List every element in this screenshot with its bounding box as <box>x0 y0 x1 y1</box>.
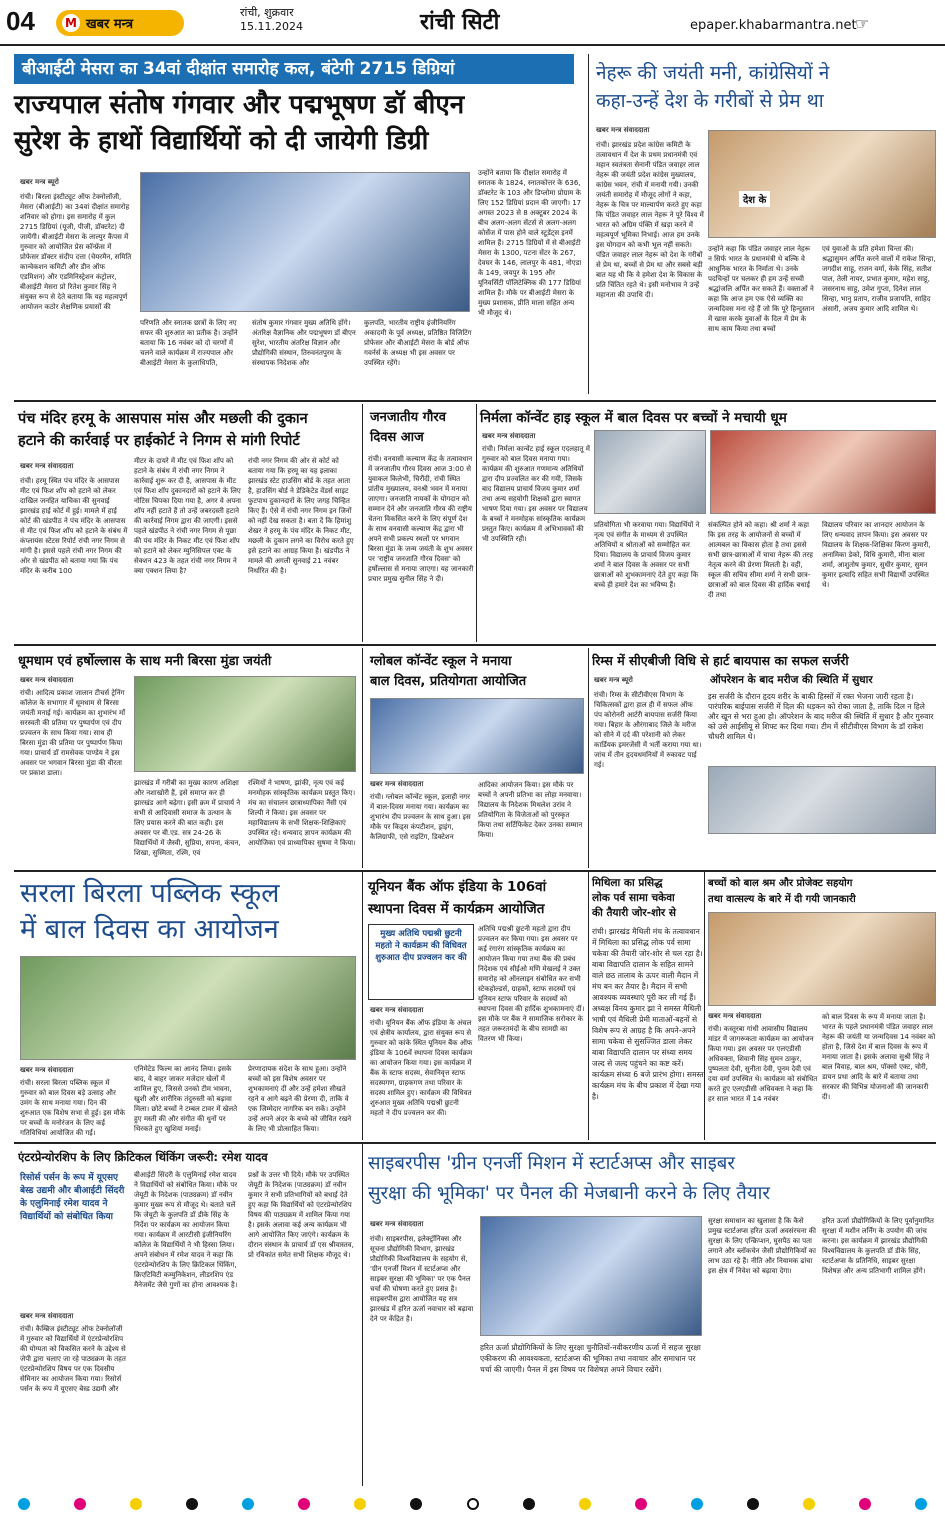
cyan-dot <box>242 1498 254 1510</box>
sarla-headline-1: सरला बिरला पब्लिक स्कूल <box>20 878 280 909</box>
entrepreneur-col-3: प्रश्नों के उत्तर भी दिये। मौके पर उपस्थित जेयूटी के निदेशक (पाठ्यक्रम) डॉ नवीन कुमार ने सभी प्रतिभागियों को बधाई देते हुए कहा कि विद्यार्थियों को एंटरप्रेन्योरशिप विषय की पाठ्यक्रम में शामिल किया गया है। इसके अलावा कई अन्य कार्यक्रम भी आगे आयोजित किए जाएंगे। कार्यक्रम के दौरान संस्थान के प्राचार्य डॉ एस श्रीवास्तव, प्रो रविकांत समेत सभी शिक्षक मौजूद थे। <box>248 1171 354 1259</box>
nehru-kicker: खबर मन्त्र संवाददाता <box>596 126 650 134</box>
global-col-2: आदिका आयोजन किया। इस मौके पर बच्चों ने अपनी प्रतिभा का लोहा मनवाया। विद्यालय के निदेशक मिथलेश उरांव ने प्रतियोगिता के विजेताओं को पुरस्कृत किया तथा सर्टिफिकेट देकर उनका सम्मान किया। <box>478 781 583 839</box>
rims-photo <box>708 766 936 834</box>
cyber-col-2: हरित ऊर्जा प्रौद्योगिकियों के लिए सुरक्षा चुनौतियों-नवीकरणीय ऊर्जा में सहज सुरक्षा एकीकरण की आवश्यकता, स्टार्टअप्स की भूमिका तथा नवाचार और समाधान पर चर्चा की जाएगी। पैनल में इस विषय पर विशेषज्ञ अपने विचार रखेंगे। <box>480 1343 701 1374</box>
magenta-dot <box>298 1498 310 1510</box>
entrepreneur-col-1: रांची। कैम्ब्रिज इंस्टीट्यूट ऑफ टेक्नोलॉजी में गुरुवार को विद्यार्थियों में एंटरप्रेन्योरशिप की योग्यता को विकसित करने के उद्देश्य से जेपी द्वारा चलाए जा रहे पाठ्यक्रम के तहत एंटरप्रेन्योरशिप विषय पर एक दिवसीय सेमिनार का आयोजन किया गया। रिसोर्स पर्सन के रूप में यूएसए बेस्ड उद्यमी और <box>20 1325 126 1393</box>
panch-col-2: मीटर के दायरे में मीट एवं फिश शॉप को हटाने के संबंध में रांची नगर निगम ने कार्रवाई शुरू कर दी है, आसपास के मीट एवं फिश शॉप दुकानदारों को हटाने के लिए नोटिस चिपका दिया गया है, अगर वे अपना शॉप नहीं हटाते हैं तो उन्हें जबरदस्ती हटाने की कार्रवाई निगम द्वारा की जाएगी। इससे पहले खंडपीठ ने रांची नगर निगम से पूछा की पंच मंदिर के निकट मीट एवं फिश शॉप को हटाने को लेकर म्युनिसिपल एक्ट के सेक्शन 423 के तहत रांची नगर निगम ने क्या एक्शन लिया है? <box>134 457 241 575</box>
magenta-dot <box>859 1498 871 1510</box>
rims-subhead: ऑपरेशन के बाद मरीज की स्थिति में सुधार <box>710 674 873 686</box>
nehru-photo <box>708 130 936 238</box>
rims-headline: रिम्स में सीएबीजी विधि से हार्ट बायपास का सफल सर्जरी <box>592 653 849 668</box>
city-day: रांची, शुक्रवार <box>240 6 294 19</box>
entrepreneur-headline: एंटरप्रेन्योरशिप के लिए क्रिटिकल थिंकिंग जरूरी: रमेश यादव <box>18 1150 268 1164</box>
nirmala-col-4: विद्यालय परिवार का शानदार आयोजन के लिए धन्यवाद ज्ञापन किया। इस अवसर पर विद्यालय के शिक्षक-शिक्षिका किरण कुमारी, अनामिका डेको, विधि कुमारी, मीना बाला शर्मा, आशुतोष कुमार, सुधीर कुमार, सुमन कुमार इत्यादि सहित सभी विद्यार्थी उपस्थित थे। <box>822 521 931 589</box>
logo <box>56 10 184 36</box>
mithila-text: रांची। झारखंड मैथिली मंच के तत्वावधान में मिथिला का प्रसिद्ध लोक पर्व सामा चकेवा की तैयारी जोर-शोर से चल रहा है। बाबा विद्यापति दालान के सहित सामने वाले छठ तालाब के ऊपर वाली मैदान में मंच बन कर तैयार है। मैदान में सभी आवश्यक व्यवस्थाएं पूरी कर ली गई हैं। अध्यक्ष विनय कुमार झा ने समस्त मैथिली भाषी एवं मैथिली प्रेमी माताओं-बहनों से विशेष रूप से आग्रह है कि अपने-अपने सामा चकेवा से सुसज्जित डाला लेकर बाबा विद्यापति दालान पर संध्या समय जल्द से जल्द पहुंचने का कष्ट करें। कार्यक्रम संध्या 6 बजे प्रारंभ होगा। समस्त कार्यक्रम मंच के बीच प्रकाश में देखा गया है। <box>592 927 704 1101</box>
union-col-2: अतिथि पद्मश्री छुटनी महतो द्वारा दीप प्रज्वलन कर किया गया। इस अवसर पर कई रंगारंग सांस्कृतिक कार्यक्रम का आयोजन किया गया तथा बैंक की प्रबंध निदेशक एवं सीईओ मणि मेखलई ने उक्त समारोह को ऑनलाइन संबोधित कर सभी स्टेकहोल्डर्स, ग्राहकों, स्टाफ सदस्यों एवं यूनियन स्टाफ परिवार के सदस्यों को स्थापना दिवस की हार्दिक शुभकामनाएं दीं। इस मौके पर बैंक ने सामाजिक सरोकार के तहत जरूरतमंदों के बीच सामग्री का वितरण भी किया। <box>478 925 585 1043</box>
divider <box>476 404 477 642</box>
global-kicker: खबर मन्त्र संवाददाता <box>370 780 424 788</box>
cyber-photo <box>480 1216 702 1336</box>
cyber-headline-1: साइबरपीस 'ग्रीन एनर्जी मिशन में स्टार्टअप्स और साइबर <box>368 1153 735 1174</box>
panch-col-3: रांची नगर निगम की ओर से कोर्ट को बताया गया कि हरमू का यह इलाका झारखंड स्टेट हाउसिंग बोर्ड के तहत आता है, हाउसिंग बोर्ड ने डेडिकेटेड वेंडर्स साइट फुटपाथ दुकानदारों के लिए जगह चिन्हित किए हैं। ऐसे में रांची नगर निगम इन जिनों को नहीं देख सकता है। बता दें कि हिमांशु शेखर ने हरमू के पंच मंदिर के निकट मीट, मछली के दुकान लगने का विरोध करते हुए इसे हटाने का आग्रह किया है। खंडपीठ ने मामले की अगली सुनवाई 21 नवंबर निर्धारित की है। <box>248 457 354 575</box>
sarla-col-3: प्रेरणादायक संदेश के साथ हुआ। उन्होंने बच्चों को इस विशेष अवसर पर शुभकामनाएं दीं और उन्हें हमेशा सीखते रहने व आगे बढ़ने की प्रेरणा दी, ताकि वे एक जिम्मेदार नागरिक बन सकें। उन्होंने उन्हें अपने अंदर के बच्चे को जीवित रखने के लिए भी प्रोत्साहित किया। <box>248 1065 352 1133</box>
magenta-dot <box>635 1498 647 1510</box>
child-col-1: रांची। कस्तूरबा गांधी आवासीय विद्यालय मांडर में जागरूकता कार्यक्रम का आयोजन किया गया। इस अवसर पर एलएडीसी अधिवक्ता, शिवानी सिंह सुमन ठाकुर, पुष्पलता देवी, सुनीता देवी, पूनम देवी एवं दया वर्मा उपस्थित थे। कार्यक्रम को संबोधित करते हुए एलएडीसी अधिवक्ता ने कहा कि हर साल भारत में 14 नवंबर <box>708 1025 818 1103</box>
child-headline-2: तथा वात्सल्य के बारे में दी गयी जानकारी <box>708 894 856 905</box>
cyan-dot <box>691 1498 703 1510</box>
union-callout: मुख्य अतिथि पद्मश्री छुटनी महतो ने कार्यक्रम की विधिवत शुरुआत दीप प्रज्वलन कर की <box>368 924 474 1000</box>
lead-kicker: खबर मन्त्र ब्यूरो <box>20 178 59 186</box>
panch-headline-2: हटाने की कार्रवाई पर हाईकोर्ट ने निगम से मांगी रिपोर्ट <box>18 433 300 449</box>
global-col-1: रांची। ग्लोबल कॉन्वेंट स्कूल, इलाही नगर में बाल-दिवस मनाया गया। कार्यक्रम का शुभारंभ दीप प्रज्वलन के साथ हुआ। इस मौके पर किड्स कंपटीशन, ड्राइंग, कैलिग्राफी, एसे राइटिंग, डिक्टेशन <box>370 793 471 841</box>
divider <box>14 644 936 646</box>
divider <box>704 872 705 1140</box>
lead-col-4: कुलपति, भारतीय राष्ट्रीय इंजीनियरिंग अकादमी के पूर्व अध्यक्ष, प्रतिष्ठित विजिटिंग प्रोफेसर और बीआईटी मेसरा के बोर्ड ऑफ गवर्नर्स के अध्यक्ष भी इस अवसर पर उपस्थित रहेंगे। <box>364 319 472 367</box>
print-registration-marks <box>0 1490 945 1517</box>
sarla-photo <box>20 956 356 1060</box>
lead-headline-1: राज्यपाल संतोष गंगवार और पद्मभूषण डॉ बीएन <box>14 90 465 120</box>
lead-band: बीआईटी मेसरा का 34वां दीक्षांत समारोह कल, बंटेगी 2715 डिग्रियां <box>14 54 574 84</box>
nirmala-kicker: खबर मन्त्र संवाददाता <box>482 432 536 440</box>
yellow-dot <box>579 1498 591 1510</box>
magenta-dot <box>74 1498 86 1510</box>
nehru-col-1: रांची। झारखंड प्रदेश कांग्रेस कमिटी के तत्वावधान में देश के प्रथम प्रधानमंत्री एवं महान स्वतंत्रता सेनानी पंडित जवाहर लाल नेहरू की जयंती प्रदेश कांग्रेस मुख्यालय, कांग्रेस भवन, रांची में मनायी गयी। उनकी जयंती समारोह में मौजूद लोगों ने कहा, नेहरू के चित्र पर माल्यार्पण करते हुए कहा कि पंडित जवाहर लाल नेहरू ने पूरे विश्व में भारत को अग्रिम पंक्ति में खड़ा करने में महत्वपूर्ण भूमिका निभाई। आज हम उनके इस योगदान को कभी भूल नहीं सकते। पंडित जवाहर लाल नेहरू को देश के गरीबों से प्रेम था, बच्चों से प्रेम था और सबसे बड़ी बात यह थी कि वे हमेशा देश के विकास के प्रति चिंतित रहते थे। इसी मनोभाव ने उन्हें महानता की उपाधि दी। <box>596 141 704 299</box>
nehru-headline-1: नेहरू की जयंती मनी, कांग्रेसियों ने <box>596 62 830 84</box>
black-dot <box>186 1498 198 1510</box>
lead-col-2: परिणति और स्नातक छात्रों के लिए नए सफर की शुरुआत का प्रतीक है। उन्होंने बताया कि 16 नवंबर को दो चरणों में चलने वाले कार्यक्रम में राज्यपाल और बीआईटी मेसरा के कुलाधिपति, <box>140 319 238 367</box>
nirmala-col-3: संकल्पित होने को कहा। श्री शर्मा ने कहा कि इस तरह के आयोजनों से बच्चों में आत्मबल का विकास होता है तथा इससे सभी छात्र-छात्राओं में चाचा नेहरू की तरह नेतृत्व करने की प्रेरणा मिलती है। वहीं, स्कूल की सचिव सीमा शर्मा ने सभी छात्र-छात्राओं को बाल दिवस की हार्दिक बधाई दी तथा <box>708 521 813 599</box>
lead-headline-2: सुरेश के हाथों विद्यार्थियों को दी जायेगी डिग्री <box>14 126 429 156</box>
logo-mark: M <box>62 14 80 32</box>
rims-col-2: इस सर्जरी के दौरान हृदय शरीर के बाकी हिस्सों में रक्त भेजना जारी रहता है। पारंपरिक बाईपास सर्जरी में दिल की धड़कन को रोका जाता है, ताकि दिल न हिले और खून से भरा हुआ हो। ऑपरेशन के बाद मरीज की स्थिति में सुधार है और गुरुवार को उसे आईसीयू से शिफ्ट कर दिया गया। टीम में सीटीवीएस विभाग के डॉ राकेश चौधरी शामिल थे। <box>708 692 934 741</box>
cyber-headline-2: सुरक्षा की भूमिका' पर पैनल की मेजबानी करने के लिए तैयार <box>368 1183 770 1204</box>
rims-kicker: खबर मन्त्र ब्यूरो <box>594 676 633 684</box>
cyber-kicker: खबर मन्त्र संवाददाता <box>370 1220 424 1228</box>
child-photo <box>708 912 936 1006</box>
divider <box>588 54 589 394</box>
panch-col-1: रांची। हरमू स्थित पंच मंदिर के आसपास मीट एवं फिश शॉप को हटाने को लेकर दाखिल जनहित याचिका की सुनवाई झारखंड हाई कोर्ट में हुई। मामले में हाई कोर्ट की खंडपीठ ने पंच मंदिर के आसपास से मीट एवं फिश शॉप को हटाने के संबंध में कंप्लायंस स्टेटस रिपोर्ट रांची नगर निगम से मांगी है। इससे पहले रांची नगर निगम की ओर से खंडपीठ को बताया गया कि पंच मंदिर के करीब 100 <box>20 477 128 575</box>
divider <box>14 870 936 872</box>
photo-banner-text: देश के <box>739 191 770 207</box>
birsa-headline: धूमधाम एवं हर्षोल्लास के साथ मनी बिरसा मुंडा जयंती <box>18 654 272 669</box>
rims-col-1: रांची। रिम्स के सीटीवीएस विभाग के चिकित्सकों द्वारा हाल ही में सफल ऑफ पंप कोरोनरी आर्टरी बायपास सर्जरी किया गया। बिहार के औरंगाबाद जिले के मरीज को सीने में दर्द की परेशानी को लेकर कार्डियक इमरजेंसी में भर्ती कराया गया था। जांच में तीन हृदयधमनियों में रुकावट पाई गई। <box>594 691 702 769</box>
divider <box>362 404 363 642</box>
date: 15.11.2024 <box>240 20 303 33</box>
black-dot <box>410 1498 422 1510</box>
global-headline-2: बाल दिवस, प्रतियोगता आयोजित <box>370 674 527 689</box>
nirmala-headline: निर्मला कॉन्वेंट हाइ स्कूल में बाल दिवस पर बच्चों ने मचायी धूम <box>480 410 787 426</box>
panch-kicker: खबर मन्त्र संवाददाता <box>20 462 74 470</box>
nirmala-col-1: रांची। निर्मला कान्वेंट हाई स्कूल एदलहातू में गुरुवार को बाल दिवस मनाया गया। कार्यक्रम की शुरुआत गणमान्य अतिथियों द्वारा दीप प्रज्वलित कर की गयी, जिसके बाद विद्यालय प्राचार्य विजय कुमार शर्मा तथा अन्य सहयोगी शिक्षकों द्वारा स्वागत भाषण दिया गया। इस अवसर पर विद्यालय के बच्चों ने मनमोहक सांस्कृतिक कार्यक्रम प्रस्तुत किए। कार्यक्रम में अभिभावकों की भी उपस्थिति रही। <box>482 445 590 543</box>
birsa-col-2: झारखंड में गरीबी का मुख्य कारण अशिक्षा और नशाखोरी हैं, इसे समाप्त कर ही झारखंड आगे बढ़ेगा। इसी क्रम में प्राचार्य ने सभी से आदिवासी समाज के उत्थान के लिए प्रयास करने की बात कही। इस अवसर पर बी.एड. सत्र 24-26 के विद्यार्थियों में जैस्वी, सुप्रिया, सपना, कंचन, शिखा, सुस्मिता, रश्मि, एवं <box>134 779 241 857</box>
divider <box>362 872 363 1140</box>
logo-text: खबर मन्त्र <box>86 17 134 32</box>
dateline <box>240 6 303 34</box>
divider <box>362 648 363 868</box>
yellow-dot <box>803 1498 815 1510</box>
epaper-url[interactable]: epaper.khabarmantra.net <box>690 18 857 33</box>
yellow-dot <box>130 1498 142 1510</box>
birsa-kicker: खबर मन्त्र संवाददाता <box>20 676 74 684</box>
child-headline-1: बच्चों को बाल श्रम और प्रोजेक्ट सहयोग <box>708 878 853 889</box>
mithila-headline-3: की तैयारी जोर-शोर से <box>592 907 676 919</box>
global-headline-1: ग्लोबल कॉन्वेंट स्कूल ने मनाया <box>370 654 512 669</box>
lead-photo <box>140 172 470 312</box>
mithila-headline-1: मिथिला का प्रसिद्ध <box>592 877 663 889</box>
divider <box>14 1142 936 1144</box>
child-col-2: को बाल दिवस के रूप में मनाया जाता है। भारत के पहले प्रधानमंत्री पंडित जवाहर लाल नेहरू की जयंती या जन्मदिवस 14 नवंबर को होता है, जिसे देश में बाल दिवस के रूप में मनाया जाता है। इसके अलावा सुश्री सिंह ने बाल विवाह, बाल श्रम, पॉक्सो एक्ट, चोरी, डायन प्रथा आदि के बारे में बताया तथा सरकार की विभिन्न योजनाओं की जानकारी दी। <box>822 1013 936 1101</box>
cyan-dot <box>18 1498 30 1510</box>
nehru-col-3: एवं युवाओं के प्रति हमेशा चिन्ता की। श्रद्धासुमन अर्पित करने वालों में राकेश सिन्हा, जगदीश साहू, राजन वर्मा, केके सिंह, सतीश पाल, तेली नायर, प्रभात कुमार, महेश साहू, जसरनाथ साहू, उमेश गुप्ता, दिनेश लाल सिन्हा, भानु प्रताप, राजीव प्रजापति, साहिद अंसारी, अजय कुमार आदि शामिल थे। <box>822 245 936 313</box>
nehru-col-2: उन्होंने कहा कि पंडित जवाहर लाल नेहरू न सिर्फ भारत के प्रधानमंत्री थे बल्कि वे आधुनिक भारत के निर्माता थे। उनके पदचिन्हों पर चलकर ही हम उन्हें सच्ची श्रद्धांजलि अर्पित कर सकते हैं। वक्ताओं ने कहा कि आज हम एक ऐसे व्यक्ति का जन्मदिवस मना रहे हैं जो कि पूरे हिन्दुस्तान में खास करके युवाओं के दिल में प्रेम के साथ काम किया तथा बच्चों <box>708 245 815 333</box>
entrepreneur-col-2: बीआईटी सिंदरी के एलुमिनाई रमेश यादव ने विद्यार्थियों को संबोधित किया। मौके पर जेयूटी के निदेशक (पाठ्यक्रम) डॉ नवीन कुमार मुख्य रूप से मौजूद थे। बताते चलें कि जेयूटी के कुलपति डॉ डीके सिंह के निर्देश पर कार्यक्रम का आयोजन किया गया। कार्यक्रम में आरटीसी इंजीनियरिंग कॉलेज के विद्यार्थियों ने भी हिस्सा लिया। अपने संबोधन में रमेश यादव ने कहा कि एंटरप्रेन्योरशिप के लिए क्रिटिकल थिंकिंग, क्रिएटिविटी कम्युनिकेशन, लीडरशिप एंड मैनेजमेंट जैसे गुणों का होना आवश्यक है। <box>134 1171 238 1289</box>
mithila-headline-2: लोक पर्व सामा चकेवा <box>592 892 675 904</box>
birsa-col-1: रांची। आदित्य प्रकाश जालान टीचर्स ट्रेनिंग कॉलेज के सभागार में धूमधाम से बिरसा जयंती मनाई गई। कार्यक्रम का शुभारंभ माँ सरस्वती की प्रतिमा पर पुष्पार्पण एवं दीप प्रज्वलन के साथ किया गया। साथ ही बिरसा मुंडा की प्रतिमा पर पुष्पार्पण किया गया। प्राचार्य डॉ रामसेवक पाण्डेय ने इस अवसर पर भगवान बिरसा मुंडा की वीरता पर प्रकाश डाला। <box>20 689 126 777</box>
global-photo <box>370 698 584 774</box>
pointer-icon: ☞ <box>855 14 870 33</box>
crosshair-mark <box>467 1498 479 1510</box>
nehru-headline-2: कहा-उन्हें देश के गरीबों से प्रेम था <box>596 90 824 112</box>
panch-headline-1: पंच मंदिर हरमू के आसपास मांस और मछली की दुकान <box>18 411 308 427</box>
divider <box>588 872 589 1140</box>
divider <box>588 648 589 868</box>
black-dot <box>747 1498 759 1510</box>
divider <box>362 1144 363 1486</box>
union-headline-1: यूनियन बैंक ऑफ इंडिया के 106वां <box>368 879 547 895</box>
cyber-col-4: हरित ऊर्जा प्रौद्योगिकियों के लिए पूर्वानुमानित सुरक्षा में मशीन लर्निंग के उपयोग की जांच करना। इस कार्यक्रम में झारखंड प्रौद्योगिकी विश्वविद्यालय के कुलपति डॉ डीके सिंह, स्टार्टअप्स के प्रतिनिधि, साइबर सुरक्षा विशेषज्ञ और अन्य प्रतिभागी शामिल होंगे। <box>822 1217 934 1275</box>
union-col-1: रांची। यूनियन बैंक ऑफ इंडिया के अंचल एवं क्षेत्रीय कार्यालय, द्वारा संयुक्त रूप से गुरुवार को कांके स्थित यूनियन बैंक ऑफ इंडिया के 106वें स्थापना दिवस कार्यक्रम का आयोजन किया गया। इस कार्यक्रम में बैंक के स्टाफ सदस्य, सेवानिवृत्त स्टाफ सदस्यगण, ग्राहकगण तथा परिवार के सदस्य शामिल हुए। कार्यक्रम की विधिवत शुरुआत मुख्य अतिथि पद्मश्री छुटनी महतो ने दीप प्रज्वलन कर की। <box>370 1019 473 1117</box>
birsa-photo <box>134 676 356 772</box>
nirmala-photo-1 <box>594 430 706 514</box>
birsa-col-3: रश्मियों ने भाषण, झांकी, नृत्य एवं कई मनमोहक सांस्कृतिक कार्यक्रम प्रस्तुत किए। मंच का संचालन छात्राध्यापिका नैंसी एवं शिल्पी ने किया। इस अवसर पर महाविद्यालय के सभी शिक्षक-शिक्षिकाएं उपस्थित रहे। धन्यवाद ज्ञापन कार्यक्रम की आयोजिका एवं प्राध्यापिका सुषमा ने किया। <box>248 779 356 847</box>
entrepreneur-callout: रिसोर्स पर्सन के रूप में यूएसए बेस्ड उद्यमी और बीआईटी सिंदरी के एलुमिनाई रमेश यादव ने विद्यार्थियों को संबोधित किया <box>20 1173 125 1222</box>
cyan-dot <box>915 1498 927 1510</box>
union-kicker: खबर मन्त्र संवाददाता <box>370 1006 424 1014</box>
janjatiya-text: रांची। वनवासी कल्याण केंद्र के तत्वावधान में जनजातीय गौरव दिवस आज 3:00 से युवाकल किलेभी, चिरौंदी, रांची स्थित प्रांतीय मुख्यालय, वनश्री भवन में मनाया जाएगा। जनजाति नायकों के योगदान को सम्मान देने और जनजाति गौरव की राष्ट्रीय चेतना विकसित करने के लिए संपूर्ण देश के साथ वनवासी कल्याण केंद्र द्वारा भी अपने सभी प्रकल्प स्थलों पर भगवान बिरसा मुंडा के जन्म जयंती के शुभ अवसर पर 'राष्ट्रीय जनजाति गौरव दिवस' को हर्षोल्लास से मनाया जाएगा। यह जानकारी प्रचार प्रमुख सुनील सिंह ने दी। <box>368 455 474 583</box>
cyber-col-1: रांची। साइबरपीस, इलेक्ट्रॉनिक्स और सूचना प्रौद्योगिकी विभाग, झारखंड प्रौद्योगिकी विश्वविद्यालय के सहयोग से, 'ग्रीन एनर्जी मिशन में स्टार्टअप्स और साइबर सुरक्षा की भूमिका' पर एक पैनल चर्चा की घोषणा करते हुए प्रसन्न है। साइबरपीस द्वारा आयोजित यह सत्र झारखंड में हरित ऊर्जा नवाचार को बढ़ावा देने पर केंद्रित है। <box>370 1235 474 1323</box>
janjatiya-headline-2: दिवस आज <box>370 430 424 445</box>
lead-col-1: रांची। बिरला इंस्टीट्यूट ऑफ टेक्नोलॉजी, मेसरा (बीआईटी) का 34वां दीक्षांत समारोह शनिवार को होगा। इस समारोह में कुल 2715 डिग्रियां (यूजी, पीजी, डॉक्टरेट) दी जायेंगी। बीआईटी मेसरा के लाल्पुर कैंपस में गुरुवार को आयोजित प्रेस कॉन्फ्रेंस में प्रोफेसर डॉक्टर संदीप दत्ता (चेयरमैन, समिति कान्वेकशन कमिटी और डीन ऑफ एडमिशन) और एडमिनिस्ट्रेशन कंट्रोलर, बीआईटी मेसरा प्रो रितेश कुमार सिंह ने संयुक्त रूप से देते बताया कि यह महत्वपूर्ण आयोजन कठोर शैक्षणिक प्रयासों की <box>20 193 132 311</box>
divider <box>14 400 936 402</box>
janjatiya-headline-1: जनजातीय गौरव <box>370 410 446 425</box>
black-dot <box>523 1498 535 1510</box>
yellow-dot <box>354 1498 366 1510</box>
sarla-col-2: एनिमेटेड फिल्म का आनंद लिया। इसके बाद, वे बाहर जाकर मजेदार खेलों में शामिल हुए, जिससे उनको टीम भावना, खुशी और शारीरिक तंदुरुस्ती को बढ़ावा मिला। छोटे बच्चों ने टम्बल टावर में खेलते हुए मस्ती की और संगीत की धुनों पर थिरकते हुए खुशियां मनाईं। <box>134 1065 238 1133</box>
union-headline-2: स्थापना दिवस में कार्यक्रम आयोजित <box>368 901 545 917</box>
page-number: 04 <box>6 6 35 36</box>
nirmala-photo-2 <box>710 430 936 514</box>
cyber-col-3: सुरक्षा समाधान का खुलासा है कि कैसे प्रमुख स्टार्टअप्स हरित ऊर्जा अवसंरचना की सुरक्षा के लिए एन्क्रिप्शन, घुसपैठ का पता लगाने और ब्लॉकचेन जैसी प्रौद्योगिकियों का लाभ उठा रहे हैं। नीति और नियामक ढांचा इस क्षेत्र में निवेश को बढ़ावा देगा। <box>708 1217 816 1275</box>
sarla-headline-2: में बाल दिवस का आयोजन <box>20 914 279 945</box>
entrepreneur-kicker: खबर मन्त्र संवाददाता <box>20 1312 74 1320</box>
sarla-kicker: खबर मन्त्र संवाददाता <box>20 1066 74 1074</box>
lead-col-5: उन्होंने बताया कि दीक्षांत समारोह में स्नातक के 1824, स्नातकोत्तर के 636, डॉक्टरेट के 103 और डिप्लोमा प्रोग्राम के लिए 152 डिग्रियां प्रदान की जाएगी। 17 अगस्त 2023 से 8 अक्टूबर 2024 के बीच अलग-अलग सेंटर्स से अलग-अलग कोर्सेज में पास होने वाले स्टूडेंट्स इनमें शामिल हैं। 2715 डिग्रियों में से बीआईटी मेसरा के 1300, पटना सेंटर के 267, देवघर के 146, लालपुर के 481, नोएडा के 149, जयपुर के 195 और यूनिवर्सिटी पॉलिटेक्निक की 177 डिग्रियां शामिल हैं। मौके पर बीआईटी मेसरा के मुख्य प्रशासक, प्रीति माला सहित अन्य भी मौजूद थे। <box>478 169 582 317</box>
lead-col-3: संतोष कुमार गंगवार मुख्य अतिथि होंगे। अंतरिक्ष वैज्ञानिक और पद्मभूषण डॉ बीएन सुरेश, भारतीय अंतरिक्ष विज्ञान और प्रौद्योगिकी संस्थान, तिरुवनंतपुरम के संस्थापक निदेशक और <box>252 319 356 367</box>
sarla-col-1: रांची। सरला बिरला पब्लिक स्कूल में गुरुवार को बाल दिवस बड़े उत्साह और उमंग के साथ मनाया गया। दिन की शुरुआत एक विशेष सभा से हुई। इस मौके पर बच्चों के मनोरंजन के लिए कई गतिविधियां आयोजित की गईं। <box>20 1079 125 1136</box>
nirmala-col-2: प्रतियोगिता भी करवाया गया। विद्यार्थियों ने नृत्य एवं संगीत के माध्यम से उपस्थित अतिथियों व श्रोताओं को सम्मोहित कर दिया। विद्यालय के प्राचार्य विजय कुमार शर्मा ने बाल दिवस के अवसर पर सभी छात्राओं को शुभकामनाएं देते हुए कहा कि बच्चे ही हमारे देश का भविष्य हैं। <box>594 521 700 589</box>
child-kicker: खबर मन्त्र संवाददाता <box>708 1012 762 1020</box>
section-title: रांची सिटी <box>420 10 500 35</box>
